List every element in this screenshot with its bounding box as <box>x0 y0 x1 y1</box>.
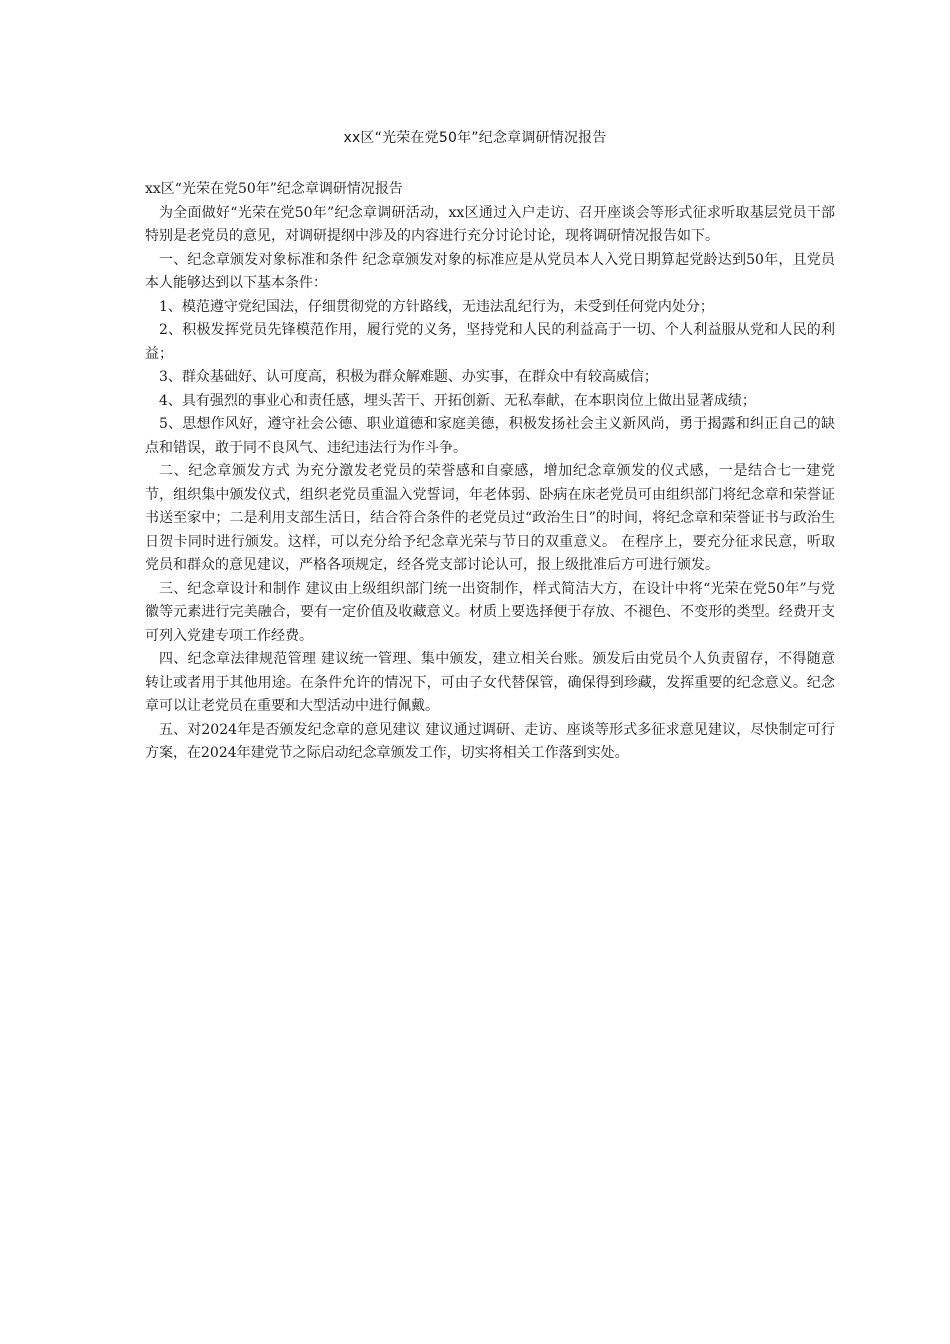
paragraph-section-1: 一、纪念章颁发对象标准和条件 纪念章颁发对象的标准应是从党员本人入党日期算起党龄达到50年，且党员本人能够达到以下基本条件： <box>145 251 835 291</box>
paragraph-section-2: 二、纪念章颁发方式 为充分激发老党员的荣誉感和自豪感，增加纪念章颁发的仪式感，一是结合七一建党节，组织集中颁发仪式，组织老党员重温入党誓词，年老体弱、卧病在床老党员可由组织部门将纪念章和荣誉证书送至家中；二是利用支部生活日，结合符合条件的老党员过“政治生日”的时间，将纪念章和荣誉证书与政治生日贺卡同时进行颁发。这样，可以充分给予纪念章光荣与节日的双重意义。 在程序上，要充分征求民意，听取党员和群众的意见建议，严格各项规定，经各党支部讨论认可，报上级批准后方可进行颁发。 <box>145 463 835 573</box>
paragraph-section-4: 四、纪念章法律规范管理 建议统一管理、集中颁发，建立相关台账。颁发后由党员个人负责留存，不得随意转让或者用于其他用途。在条件允许的情况下，可由子女代替保管，确保得到珍藏，发挥重要的纪念意义。纪念章可以让老党员在重要和大型活动中进行佩戴。 <box>145 651 835 714</box>
paragraph-condition-5: 5、思想作风好，遵守社会公德、职业道德和家庭美德，积极发扬社会主义新风尚，勇于揭露和纠正自己的缺点和错误，敢于同不良风气、违纪违法行为作斗争。 <box>145 416 835 456</box>
paragraph-condition-2: 2、积极发挥党员先锋模范作用，履行党的义务，坚持党和人民的利益高于一切、个人利益服从党和人民的利益； <box>145 322 835 362</box>
paragraph-section-3: 三、纪念章设计和制作 建议由上级组织部门统一出资制作，样式简洁大方，在设计中将“光荣在党50年”与党徽等元素进行完美融合，要有一定价值及收藏意义。材质上要选择便于存放、不褪色、不变形的类型。经费开支可列入党建专项工作经费。 <box>145 580 835 644</box>
document-subtitle: xx区“光荣在党50年”纪念章调研情况报告 <box>145 181 403 197</box>
paragraph-section-5: 五、对2024年是否颁发纪念章的意见建议 建议通过调研、走访、座谈等形式多征求意见建议，尽快制定可行方案，在2024年建党节之际启动纪念章颁发工作，切实将相关工作落到实处。 <box>145 721 835 761</box>
paragraph-condition-4: 4、具有强烈的事业心和责任感，埋头苦干、开拓创新、无私奉献，在本职岗位上做出显著成绩； <box>159 392 756 409</box>
document-body <box>145 178 835 766</box>
paragraph-intro: 为全面做好“光荣在党50年”纪念章调研活动，xx区通过入户走访、召开座谈会等形式征求听取基层党员干部特别是老党员的意见，对调研提纲中涉及的内容进行充分讨论讨论，现将调研情况报告如下。 <box>145 204 835 244</box>
paragraph-condition-1: 1、模范遵守党纪国法，仔细贯彻党的方针路线，无违法乱纪行为，未受到任何党内处分； <box>159 298 714 315</box>
document-title: xx区“光荣在党50年”纪念章调研情况报告 <box>343 130 607 146</box>
paragraph-condition-3: 3、群众基础好、认可度高，积极为群众解难题、办实事，在群众中有较高威信； <box>159 369 658 385</box>
